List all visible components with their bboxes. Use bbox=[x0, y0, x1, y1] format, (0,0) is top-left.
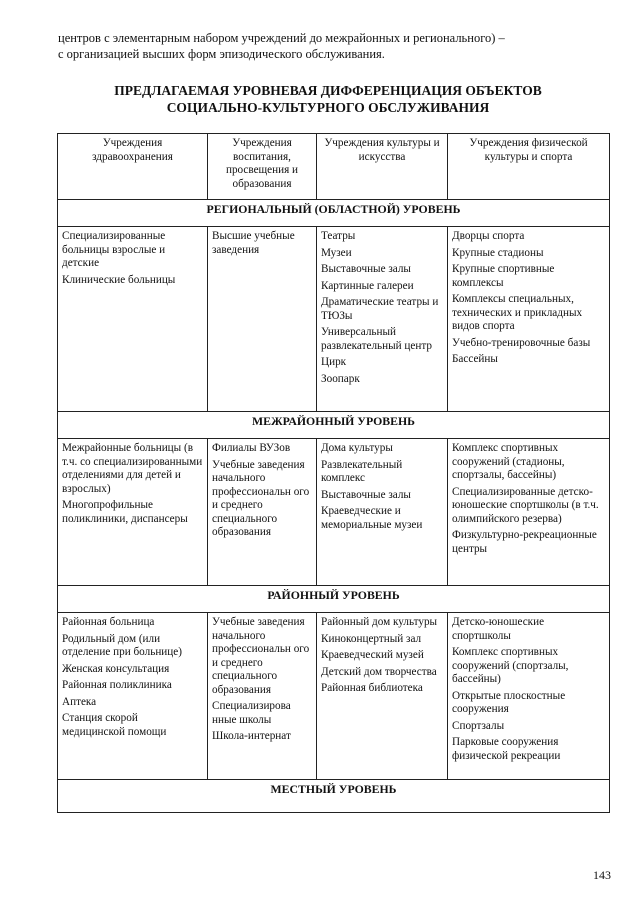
list-item: Родильный дом (или отделение при больнице) bbox=[62, 632, 182, 658]
list-item: Многопрофильные поликлиники, диспансеры bbox=[62, 499, 188, 525]
list-item: Цирк bbox=[321, 356, 347, 368]
list-item: Спортзалы bbox=[452, 719, 505, 732]
list-item: Детский дом творчества bbox=[321, 665, 437, 678]
level-row bbox=[58, 200, 610, 227]
level-title: МЕСТНЫЙ УРОВЕНЬ bbox=[58, 780, 610, 813]
list-item: Картинные галереи bbox=[321, 279, 414, 292]
header-sport: Учреждения физической культуры и спорта bbox=[448, 134, 610, 200]
list-item: Комплекс спортивных сооружений (стадионы, спортзалы, бассейны) bbox=[452, 442, 565, 481]
header-health: Учреждения здравоохранения bbox=[58, 134, 208, 200]
list-item: Зоопарк bbox=[321, 372, 360, 385]
list-item: Дворцы спорта bbox=[452, 230, 525, 242]
list-item: Парковые сооружения физической рекреации bbox=[452, 736, 561, 762]
level-title: РАЙОННЫЙ УРОВЕНЬ bbox=[58, 586, 610, 613]
list-item: Физкультурно-рекреационные центры bbox=[452, 529, 597, 555]
intro-line-2: с организацией высших форм эпизодического обслуживания. bbox=[58, 47, 385, 61]
cell-sport bbox=[448, 439, 610, 586]
level-title: РЕГИОНАЛЬНЫЙ (ОБЛАСТНОЙ) УРОВЕНЬ bbox=[58, 200, 610, 227]
list-item: Районный дом культуры bbox=[321, 616, 438, 628]
list-item: Учебные заведения начального профессиональн ого и среднего специального образования bbox=[212, 616, 310, 696]
list-item: Клинические больницы bbox=[62, 273, 176, 286]
list-item: Школа-интернат bbox=[212, 730, 291, 742]
list-item: Краеведческий музей bbox=[321, 649, 424, 661]
list-item: Детско-юношеские спортшколы bbox=[452, 616, 545, 642]
list-item: Универсальный развлекательный центр bbox=[321, 326, 432, 352]
cell-culture bbox=[317, 613, 448, 780]
list-item: Межрайонные больницы (в т.ч. со специализированными отделениями для детей и взрослых) bbox=[62, 442, 203, 495]
level-row bbox=[58, 780, 610, 813]
cell-health bbox=[58, 613, 208, 780]
list-item: Высшие учебные заведения bbox=[212, 230, 295, 256]
list-item: Учебно-тренировочные базы bbox=[452, 336, 591, 349]
list-item: Выставочные залы bbox=[321, 263, 411, 275]
list-item: Бассейны bbox=[452, 353, 498, 365]
list-item: Районная поликлиника bbox=[62, 679, 172, 691]
table-heading bbox=[58, 82, 598, 116]
cell-education bbox=[208, 613, 317, 780]
list-item: Станция скорой медицинской помощи bbox=[62, 712, 167, 738]
list-item: Специализированные детско-юношеские спортшколы (в т.ч. олимпийского резерва) bbox=[452, 485, 599, 525]
cell-sport bbox=[448, 227, 610, 412]
list-item: Аптека bbox=[62, 695, 97, 708]
list-item: Музеи bbox=[321, 246, 352, 259]
heading-line-1: ПРЕДЛАГАЕМАЯ УРОВНЕВАЯ ДИФФЕРЕНЦИАЦИЯ ОБЪЕКТОВ bbox=[114, 83, 542, 98]
page-number: 143 bbox=[593, 868, 611, 882]
cell-education bbox=[208, 227, 317, 412]
level-row bbox=[58, 586, 610, 613]
list-item: Драматические театры и ТЮЗы bbox=[321, 296, 439, 322]
list-item: Открытые плоскостные сооружения bbox=[452, 689, 566, 715]
list-item: Районная библиотека bbox=[321, 682, 423, 694]
list-item: Театры bbox=[321, 230, 356, 242]
header-culture: Учреждения культуры и искусства bbox=[317, 134, 448, 200]
level-title: МЕЖРАЙОННЫЙ УРОВЕНЬ bbox=[58, 412, 610, 439]
table-row bbox=[58, 613, 610, 780]
cell-culture bbox=[317, 439, 448, 586]
cell-health bbox=[58, 227, 208, 412]
list-item: Филиалы ВУЗов bbox=[212, 442, 291, 454]
table-row bbox=[58, 227, 610, 412]
cell-education bbox=[208, 439, 317, 586]
cell-health bbox=[58, 439, 208, 586]
cell-sport bbox=[448, 613, 610, 780]
facility-levels-table bbox=[57, 133, 610, 813]
list-item: Киноконцертный зал bbox=[321, 632, 422, 645]
list-item: Крупные спортивные комплексы bbox=[452, 263, 555, 289]
table-header-row bbox=[58, 134, 610, 200]
intro-line-1: центров с элементарным набором учреждений до межрайонных и регионального) – bbox=[58, 31, 505, 45]
list-item: Краеведческие и мемориальные музеи bbox=[321, 505, 423, 531]
list-item: Учебные заведения начального профессиональн ого и среднего специального образования bbox=[212, 458, 310, 538]
cell-culture bbox=[317, 227, 448, 412]
list-item: Женская консультация bbox=[62, 662, 170, 675]
list-item: Выставочные залы bbox=[321, 488, 411, 501]
list-item: Крупные стадионы bbox=[452, 246, 544, 259]
list-item: Развлекательный комплекс bbox=[321, 458, 403, 484]
intro-paragraph bbox=[58, 30, 598, 62]
list-item: Специализированные больницы взрослые и детские bbox=[62, 230, 166, 269]
table-row bbox=[58, 439, 610, 586]
list-item: Комплексы специальных, технических и прикладных видов спорта bbox=[452, 293, 583, 332]
list-item: Комплекс спортивных сооружений (спортзалы, бассейны) bbox=[452, 646, 569, 685]
heading-line-2: СОЦИАЛЬНО-КУЛЬТУРНОГО ОБСЛУЖИВАНИЯ bbox=[166, 100, 490, 115]
list-item: Специализирова нные школы bbox=[212, 700, 291, 726]
level-row bbox=[58, 412, 610, 439]
list-item: Районная больница bbox=[62, 616, 155, 628]
list-item: Дома культуры bbox=[321, 442, 393, 454]
header-education: Учреждения воспитания, просвещения и образования bbox=[208, 134, 317, 200]
